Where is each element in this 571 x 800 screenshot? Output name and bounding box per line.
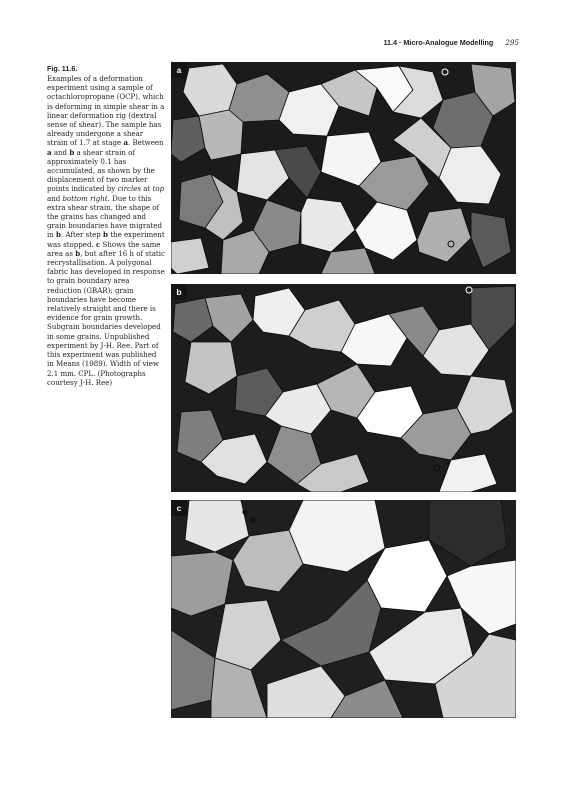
panel-label-b: b <box>171 284 187 300</box>
panel-label-a: a <box>171 62 187 78</box>
running-header <box>383 38 519 47</box>
header-section-title: 11.4 · Micro-Analogue Modelling <box>383 38 494 47</box>
panel-label-c: c <box>171 500 187 516</box>
micrograph-b-image <box>171 284 516 492</box>
micrograph-panel-b <box>171 284 516 492</box>
caption-text: Examples of a deformation experiment using a sample of octachloropropane (OCP), which is deforming in simple shear in a linear deformation rig (dextral sense of shear). The sample has already undergone a shear strain of 1.7 at stage a. Between a and b a shear strain of approximately 0.1 has accumulated, as shown by the displacement of two marker points indicated by circles at top and bottom right. Due to this extra shear strain, the shape of the grains has changed and grain boundaries have migrated in b. After step b the experiment was stopped. c Shows the same area as b, but after 16 h of static recrystallisation. A polygonal fabric has developed in response to grain boundary area reduction (GBAR); grain boundaries have become relatively straight and there is evidence for grain growth. Subgrain boundaries developed in some grains. Unpublished experiment by J-H. Ree. Part of this experiment was published in Means (1989). Width of view 2.1 mm. CPL. (Photographs courtesy J-H. Ree) <box>47 74 165 387</box>
figure-label: Fig. 11.6. <box>47 64 78 73</box>
figure-caption <box>47 64 165 387</box>
micrograph-panel-c <box>171 500 516 718</box>
page-number: 295 <box>505 38 519 47</box>
micrograph-a-image <box>171 62 516 274</box>
micrograph-panel-a <box>171 62 516 274</box>
micrograph-c-image <box>171 500 516 718</box>
